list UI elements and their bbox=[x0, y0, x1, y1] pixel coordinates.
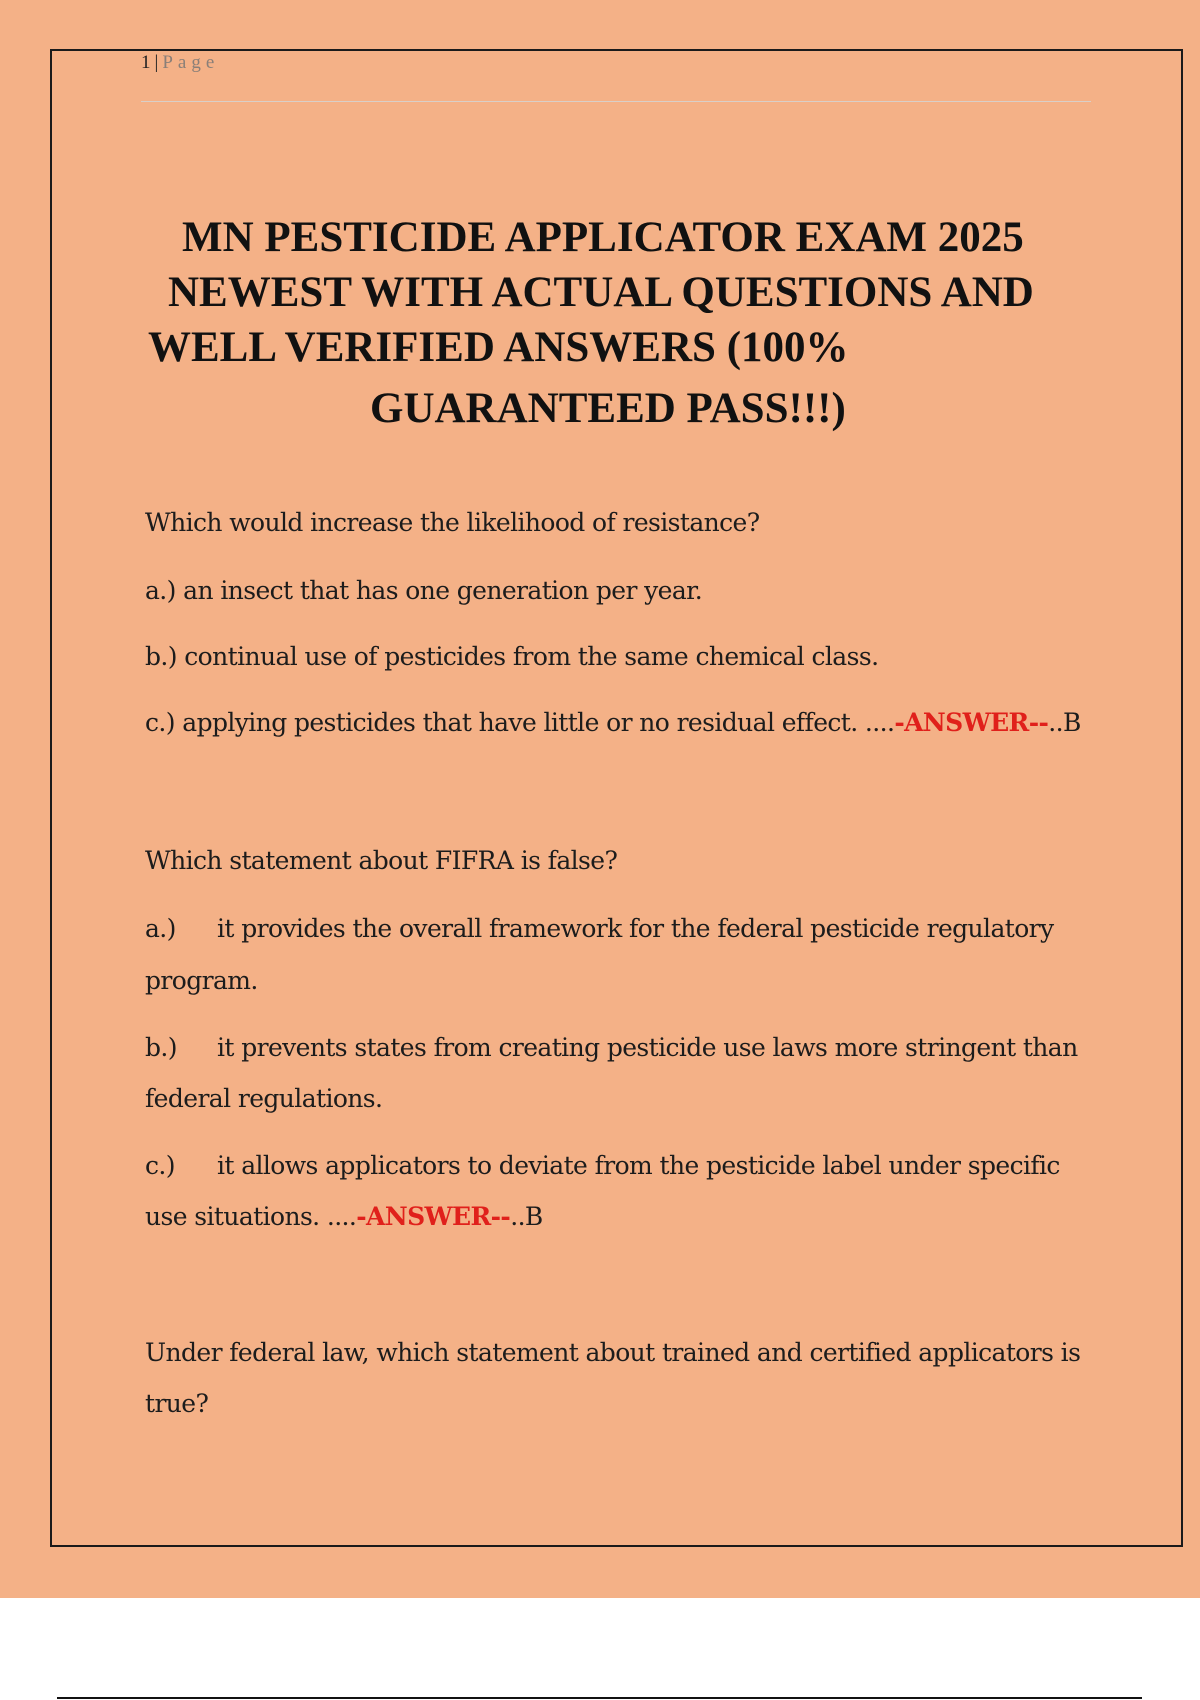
option-text: an insect that has one generation per year. bbox=[183, 576, 703, 605]
page-word: Page bbox=[162, 52, 220, 73]
option-text: applying pesticides that have little or no residual effect. .... bbox=[182, 708, 895, 737]
question-text: Which would increase the likelihood of resistance? bbox=[145, 508, 760, 537]
question-text: Under federal law, which statement about trained and certified applicators is bbox=[145, 1338, 1081, 1367]
option-b-continuation: federal regulations. bbox=[145, 1084, 383, 1113]
title-line-3: WELL VERIFIED ANSWERS (100% bbox=[148, 324, 849, 371]
question-text-continuation: true? bbox=[145, 1389, 209, 1418]
page-separator: | bbox=[154, 52, 159, 73]
option-label: b.) bbox=[145, 1033, 177, 1062]
option-a bbox=[145, 576, 702, 605]
option-label: a.) bbox=[145, 914, 176, 943]
page-header bbox=[141, 52, 219, 74]
option-c-continuation bbox=[145, 1202, 543, 1231]
title-line-2: NEWEST WITH ACTUAL QUESTIONS AND bbox=[168, 269, 1034, 316]
option-label: a.) bbox=[145, 576, 176, 605]
page-number: 1 bbox=[141, 52, 151, 73]
title-line-4: GUARANTEED PASS!!!) bbox=[370, 385, 846, 432]
option-b bbox=[145, 642, 878, 671]
option-c bbox=[145, 708, 1081, 737]
option-label: c.) bbox=[145, 1151, 175, 1180]
option-a-continuation: program. bbox=[145, 966, 258, 995]
option-label: c.) bbox=[145, 708, 175, 737]
option-c bbox=[145, 1151, 1060, 1180]
option-text: it provides the overall framework for the federal pesticide regulatory bbox=[217, 914, 1054, 943]
option-text: use situations. .... bbox=[145, 1202, 357, 1231]
option-text: continual use of pesticides from the same chemical class. bbox=[184, 642, 879, 671]
answer-value: ..B bbox=[510, 1202, 543, 1231]
question-text: Which statement about FIFRA is false? bbox=[145, 846, 618, 875]
option-label: b.) bbox=[145, 642, 177, 671]
bottom-rule bbox=[57, 1697, 1142, 1699]
option-b bbox=[145, 1033, 1078, 1062]
answer-value: ..B bbox=[1048, 708, 1081, 737]
answer-tag: -ANSWER-- bbox=[894, 708, 1049, 737]
option-text: it prevents states from creating pesticide use laws more stringent than bbox=[217, 1033, 1078, 1062]
header-rule bbox=[141, 101, 1091, 102]
answer-tag: -ANSWER-- bbox=[356, 1202, 511, 1231]
option-a bbox=[145, 914, 1054, 943]
document-title bbox=[140, 210, 1100, 436]
title-line-1: MN PESTICIDE APPLICATOR EXAM 2025 bbox=[182, 214, 1024, 261]
option-text: it allows applicators to deviate from the pesticide label under specific bbox=[217, 1151, 1060, 1180]
